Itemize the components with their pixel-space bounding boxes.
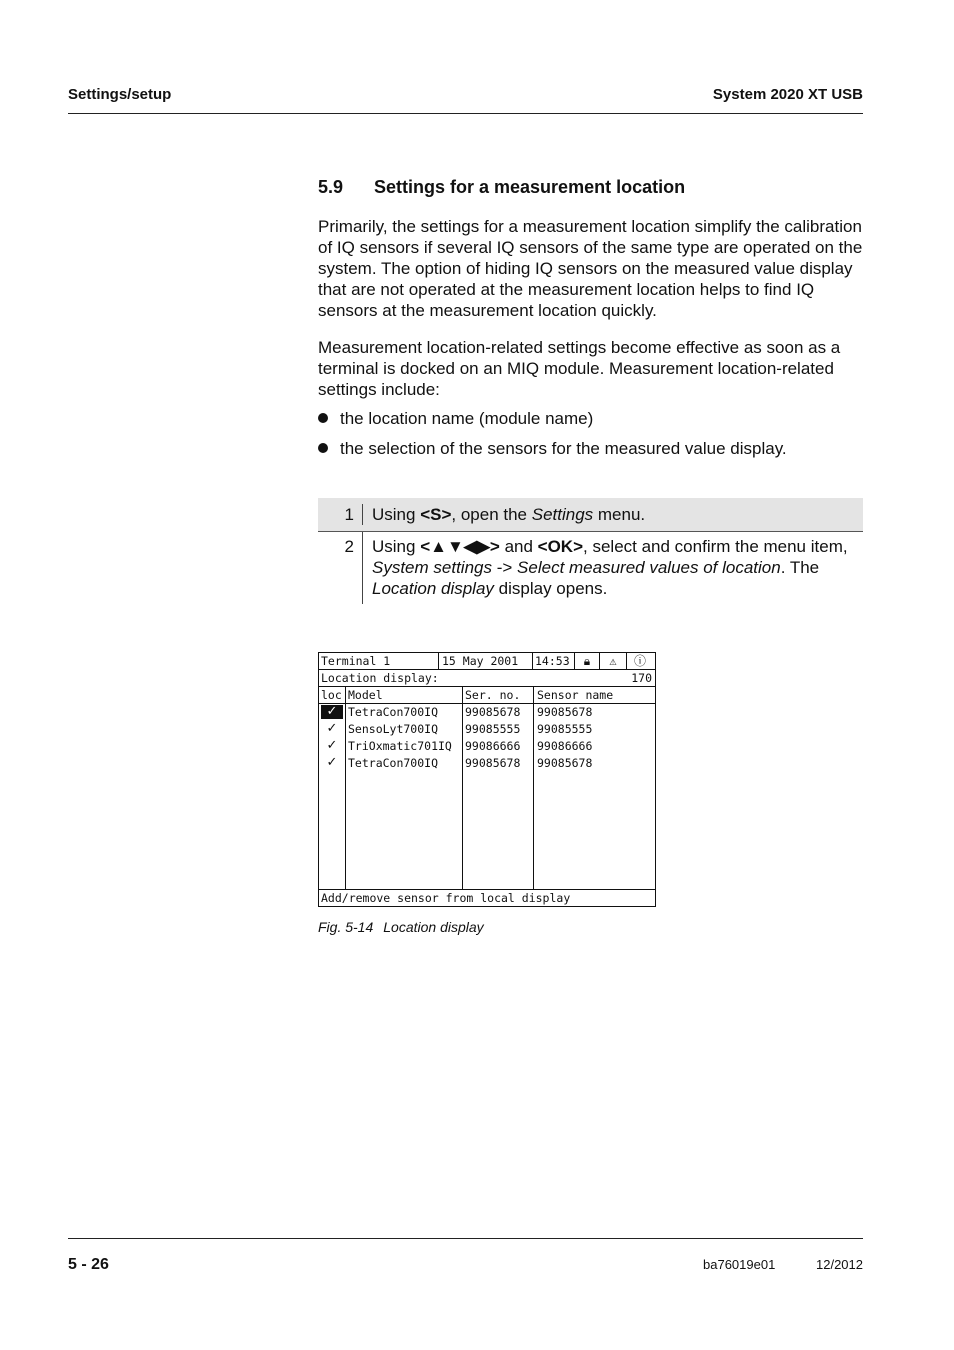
sensor-model: TetraCon700IQ bbox=[348, 705, 439, 719]
sensor-name: 99085555 bbox=[537, 722, 593, 736]
document-date: 12/2012 bbox=[816, 1257, 863, 1272]
section-number: 5.9 bbox=[318, 177, 344, 197]
help-line bbox=[319, 890, 655, 906]
procedure-step bbox=[318, 532, 863, 604]
sensor-serial: 99086666 bbox=[465, 739, 521, 753]
status-bar bbox=[319, 653, 655, 669]
bullet-dot-icon bbox=[318, 443, 328, 453]
warning-icon: ⚠︎ bbox=[609, 654, 617, 668]
procedure-step bbox=[318, 498, 863, 532]
figure-number: Fig. 5-14 bbox=[318, 919, 374, 935]
checkmark-icon[interactable]: ✓ bbox=[326, 721, 338, 736]
sensor-serial: 99085678 bbox=[465, 705, 521, 719]
section-title: Settings for a measurement location bbox=[374, 177, 686, 197]
figure-title: Location display bbox=[383, 919, 484, 935]
checkmark-icon[interactable]: ✓ bbox=[326, 755, 338, 770]
sensor-serial: 99085678 bbox=[465, 756, 521, 770]
bullet-text: the location name (module name) bbox=[340, 409, 594, 428]
time-display: 14:53 bbox=[535, 654, 570, 668]
bullet-text: the selection of the sensors for the measured value display. bbox=[340, 439, 787, 458]
location-display-screen bbox=[318, 652, 656, 907]
sensor-row[interactable] bbox=[319, 704, 655, 720]
terminal-name: Terminal 1 bbox=[321, 654, 391, 668]
section-heading bbox=[318, 177, 685, 198]
step-text: Using <S>, open the Settings menu. bbox=[372, 505, 646, 524]
step-number: 1 bbox=[318, 504, 363, 525]
lock-icon: 🔒︎ bbox=[583, 654, 591, 668]
sensor-model: TriOxmatic701IQ bbox=[348, 739, 452, 753]
checkmark-icon[interactable]: ✓ bbox=[326, 738, 338, 753]
figure-caption bbox=[318, 919, 484, 935]
screen-title: Location display: bbox=[321, 671, 439, 685]
info-icon: ⓘ bbox=[633, 654, 646, 668]
help-text: Add/remove sensor from local display bbox=[321, 891, 571, 905]
screen-title-row bbox=[319, 670, 655, 686]
step-text: Using <▲▼◀▶> and <OK>, select and confirm the menu item, System settings -> Select measured values of location. The Location display display opens. bbox=[372, 537, 848, 598]
bullet-item bbox=[318, 408, 593, 429]
running-header-section: Settings/setup bbox=[68, 86, 172, 103]
header-rule bbox=[68, 113, 863, 114]
column-header-serial: Ser. no. bbox=[465, 688, 521, 702]
column-header-model: Model bbox=[348, 688, 383, 702]
sensor-name: 99085678 bbox=[537, 705, 593, 719]
sensor-model: SensoLyt700IQ bbox=[348, 722, 439, 736]
sensor-row[interactable] bbox=[319, 755, 655, 771]
paragraph-intro: Primarily, the settings for a measurement location simplify the calibration of IQ sensors if several IQ sensors of the same type are operated on the system. The option of hiding IQ sensors on the measured value display that are not operated at the measurement location helps to find IQ sensors at the measurement location quickly. bbox=[318, 217, 863, 320]
sensor-serial: 99085555 bbox=[465, 722, 521, 736]
column-header-loc: loc bbox=[321, 688, 342, 702]
column-header-sensor-name: Sensor name bbox=[537, 688, 614, 702]
sensor-row[interactable] bbox=[319, 738, 655, 754]
running-header-product: System 2020 XT USB bbox=[712, 86, 863, 103]
sensor-name: 99085678 bbox=[537, 756, 593, 770]
date-display: 15 May 2001 bbox=[442, 654, 519, 668]
procedure-table bbox=[318, 498, 863, 604]
bullet-item bbox=[318, 438, 787, 459]
step-number: 2 bbox=[318, 532, 363, 604]
footer-rule bbox=[68, 1238, 863, 1239]
paragraph-effective: Measurement location-related settings become effective as soon as a terminal is docked on an MIQ module. Measurement location-related settings include: bbox=[318, 338, 841, 399]
sensor-model: TetraCon700IQ bbox=[348, 756, 439, 770]
bullet-dot-icon bbox=[318, 413, 328, 423]
checkmark-icon[interactable]: ✓ bbox=[321, 705, 343, 719]
sensor-name: 99086666 bbox=[537, 739, 593, 753]
screen-code: 170 bbox=[631, 671, 652, 685]
document-id: ba76019e01 bbox=[703, 1257, 776, 1272]
sensor-row[interactable] bbox=[319, 721, 655, 737]
column-header-row bbox=[319, 687, 655, 703]
page-number: 5 - 26 bbox=[68, 1256, 109, 1273]
